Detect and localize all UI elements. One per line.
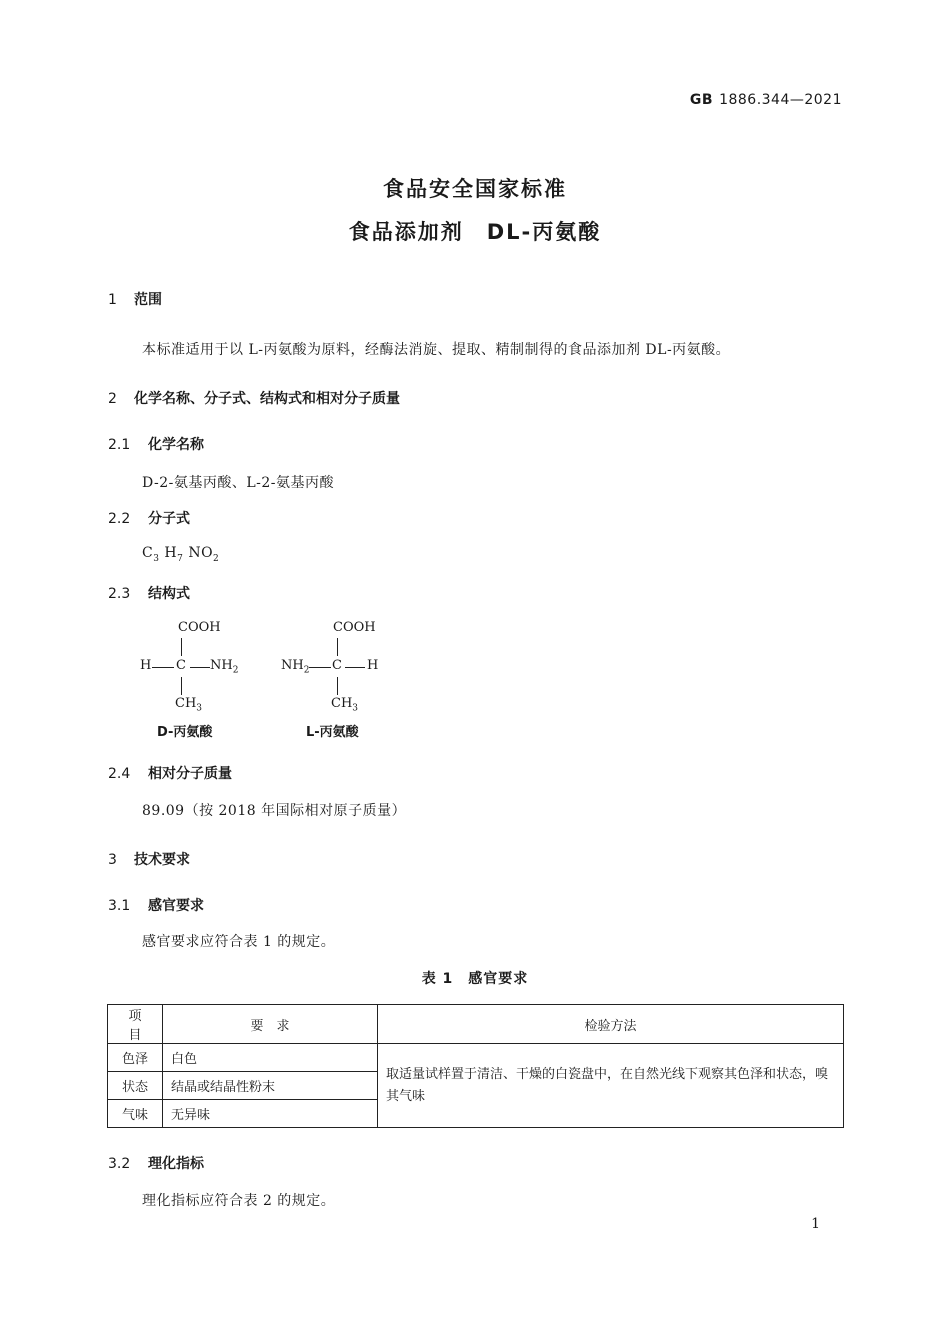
- section-title: 理化指标: [148, 1156, 204, 1172]
- section-1-text: 本标准适用于以 L-丙氨酸为原料，经酶法消旋、提取、精制制得的食品添加剂 DL-丙氨酸。: [142, 342, 731, 358]
- standard-prefix: GB: [689, 92, 714, 108]
- section-2-heading: [108, 388, 400, 408]
- physicochemical-text: 理化指标应符合表 2 的规定。: [142, 1193, 336, 1209]
- section-2-2-heading: [108, 508, 190, 528]
- section-title: 分子式: [148, 511, 190, 527]
- page-number: 1: [811, 1216, 820, 1232]
- section-number: 3.2: [108, 1156, 131, 1172]
- section-number: 2: [108, 391, 117, 407]
- section-3-1-heading: [108, 895, 204, 915]
- amino-group: $NH_2$: [281, 658, 310, 676]
- molecular-mass-text: 89.09（按 2018 年国际相对原子质量）: [142, 803, 407, 819]
- bond-line: [309, 667, 331, 668]
- bond-line: [181, 638, 182, 656]
- methyl-group: $CH_3$: [175, 696, 203, 714]
- section-title: 化学名称、分子式、结构式和相对分子质量: [134, 391, 400, 407]
- bond-line: [345, 667, 365, 668]
- carboxyl-group: COOH: [178, 620, 221, 635]
- bond-line: [152, 667, 174, 668]
- section-2-4-heading: [108, 763, 232, 783]
- section-3-2-heading: [108, 1153, 204, 1173]
- document-subtitle: 食品添加剂 DL-丙氨酸: [348, 220, 602, 244]
- bond-line: [181, 677, 182, 695]
- column-header-method: 检验方法: [378, 1005, 844, 1044]
- document-title: 食品安全国家标准: [383, 177, 567, 201]
- section-title: 相对分子质量: [148, 766, 232, 782]
- section-1-heading: [108, 289, 162, 309]
- requirement-cell: 无异味: [163, 1100, 378, 1128]
- amino-group: $NH_2$: [210, 658, 239, 676]
- standard-number: 1886.344—2021: [719, 92, 842, 108]
- method-cell: 取适量试样置于清洁、干燥的白瓷盘中，在自然光线下观察其色泽和状态，嗅其气味: [378, 1044, 844, 1128]
- l-alanine-structure: [281, 618, 401, 718]
- section-title: 技术要求: [134, 852, 190, 868]
- d-alanine-caption: D-丙氨酸: [157, 725, 213, 740]
- chemical-name-text: D-2-氨基丙酸、L-2-氨基丙酸: [142, 475, 335, 491]
- requirement-cell: 结晶或结晶性粉末: [163, 1072, 378, 1100]
- hydrogen-atom: H: [367, 658, 379, 673]
- section-title: 化学名称: [148, 437, 204, 453]
- table-header-row: [108, 1005, 844, 1044]
- section-number: 2.1: [108, 437, 131, 453]
- section-number: 2.3: [108, 586, 131, 602]
- carbon-atom: C: [176, 658, 186, 673]
- section-number: 2.2: [108, 511, 131, 527]
- molecular-formula: $C_3$ $H_7$ $NO_2$: [142, 545, 220, 564]
- carbon-atom: C: [332, 658, 342, 673]
- section-title: 结构式: [148, 586, 190, 602]
- d-alanine-structure: [138, 618, 258, 718]
- carboxyl-group: COOH: [333, 620, 376, 635]
- section-3-heading: [108, 849, 190, 869]
- standard-code: [690, 92, 842, 108]
- item-cell: 色泽: [108, 1044, 163, 1072]
- sensory-requirement-text: 感官要求应符合表 1 的规定。: [142, 934, 336, 950]
- section-title: 感官要求: [148, 898, 204, 914]
- l-alanine-caption: L-丙氨酸: [306, 725, 359, 740]
- section-number: 2.4: [108, 766, 131, 782]
- item-cell: 状态: [108, 1072, 163, 1100]
- section-title: 范围: [134, 292, 162, 308]
- column-header-item: 项 目: [108, 1005, 163, 1044]
- hydrogen-atom: H: [140, 658, 152, 673]
- section-2-3-heading: [108, 583, 190, 603]
- table-1-title: 表 1 感官要求: [421, 971, 529, 987]
- sensory-requirements-table: [107, 1004, 844, 1128]
- item-cell: 气味: [108, 1100, 163, 1128]
- bond-line: [337, 677, 338, 695]
- section-2-1-heading: [108, 434, 204, 454]
- column-header-requirement: 要 求: [163, 1005, 378, 1044]
- table-row: [108, 1044, 844, 1072]
- section-number: 3.1: [108, 898, 131, 914]
- bond-line: [337, 638, 338, 656]
- section-number: 3: [108, 852, 117, 868]
- bond-line: [190, 667, 210, 668]
- methyl-group: $CH_3$: [331, 696, 359, 714]
- section-number: 1: [108, 292, 117, 308]
- requirement-cell: 白色: [163, 1044, 378, 1072]
